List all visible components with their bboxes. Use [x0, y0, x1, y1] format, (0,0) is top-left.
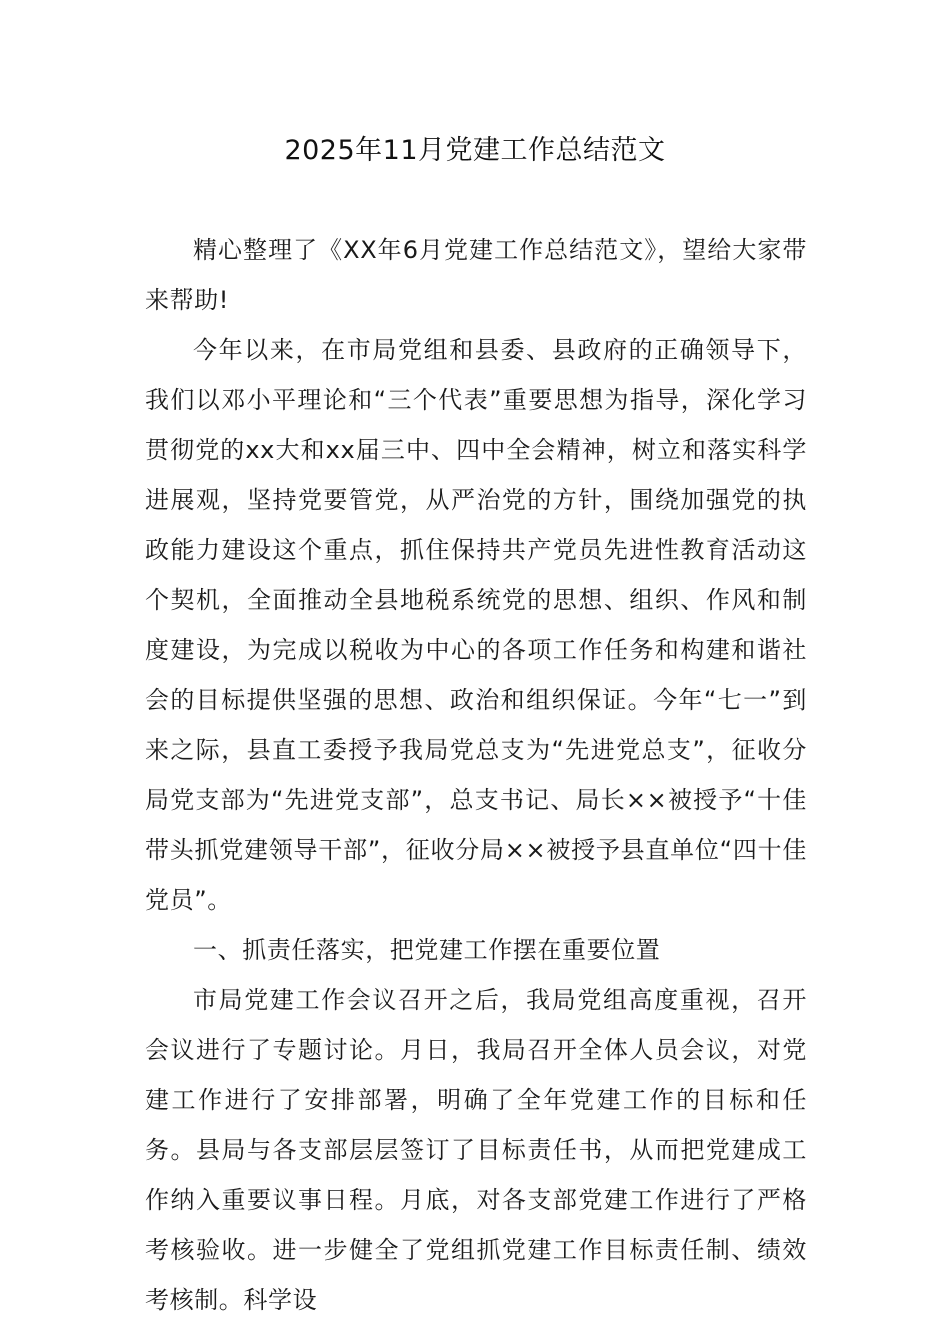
summary-paragraph: 今年以来，在市局党组和县委、县政府的正确领导下，我们以邓小平理论和“三个代表”重要思想为指导，深化学习贯彻党的xx大和xx届三中、四中全会精神，树立和落实科学进展观，坚持党要管党，从严治党的方针，围绕加强党的执政能力建设这个重点，抓住保持共产党员先进性教育活动这个契机，全面推动全县地税系统党的思想、组织、作风和制度建设，为完成以税收为中心的各项工作任务和构建和谐社会的目标提供坚强的思想、政治和组织保证。今年“七一”到来之际，县直工委授予我局党总支为“先进党总支”，征收分局党支部为“先进党支部”，总支书记、局长××被授予“十佳带头抓党建领导干部”，征收分局××被授予县直单位“四十佳党员”。 [145, 336, 807, 914]
document-title: 2025年11月党建工作总结范文 [284, 135, 666, 166]
document-body [145, 225, 807, 1325]
section-paragraph: 市局党建工作会议召开之后，我局党组高度重视，召开会议进行了专题讨论。月日，我局召开全体人员会议，对党建工作进行了安排部署，明确了全年党建工作的目标和任务。县局与各支部层层签订了目标责任书，从而把党建成工作纳入重要议事日程。月底，对各支部党建工作进行了严格考核验收。进一步健全了党组抓党建工作目标责任制、绩效考核制。科学设 [145, 986, 807, 1314]
intro-paragraph: 精心整理了《XX年6月党建工作总结范文》，望给大家带来帮助! [145, 236, 807, 314]
section-heading: 一、抓责任落实，把党建工作摆在重要位置 [193, 936, 661, 964]
